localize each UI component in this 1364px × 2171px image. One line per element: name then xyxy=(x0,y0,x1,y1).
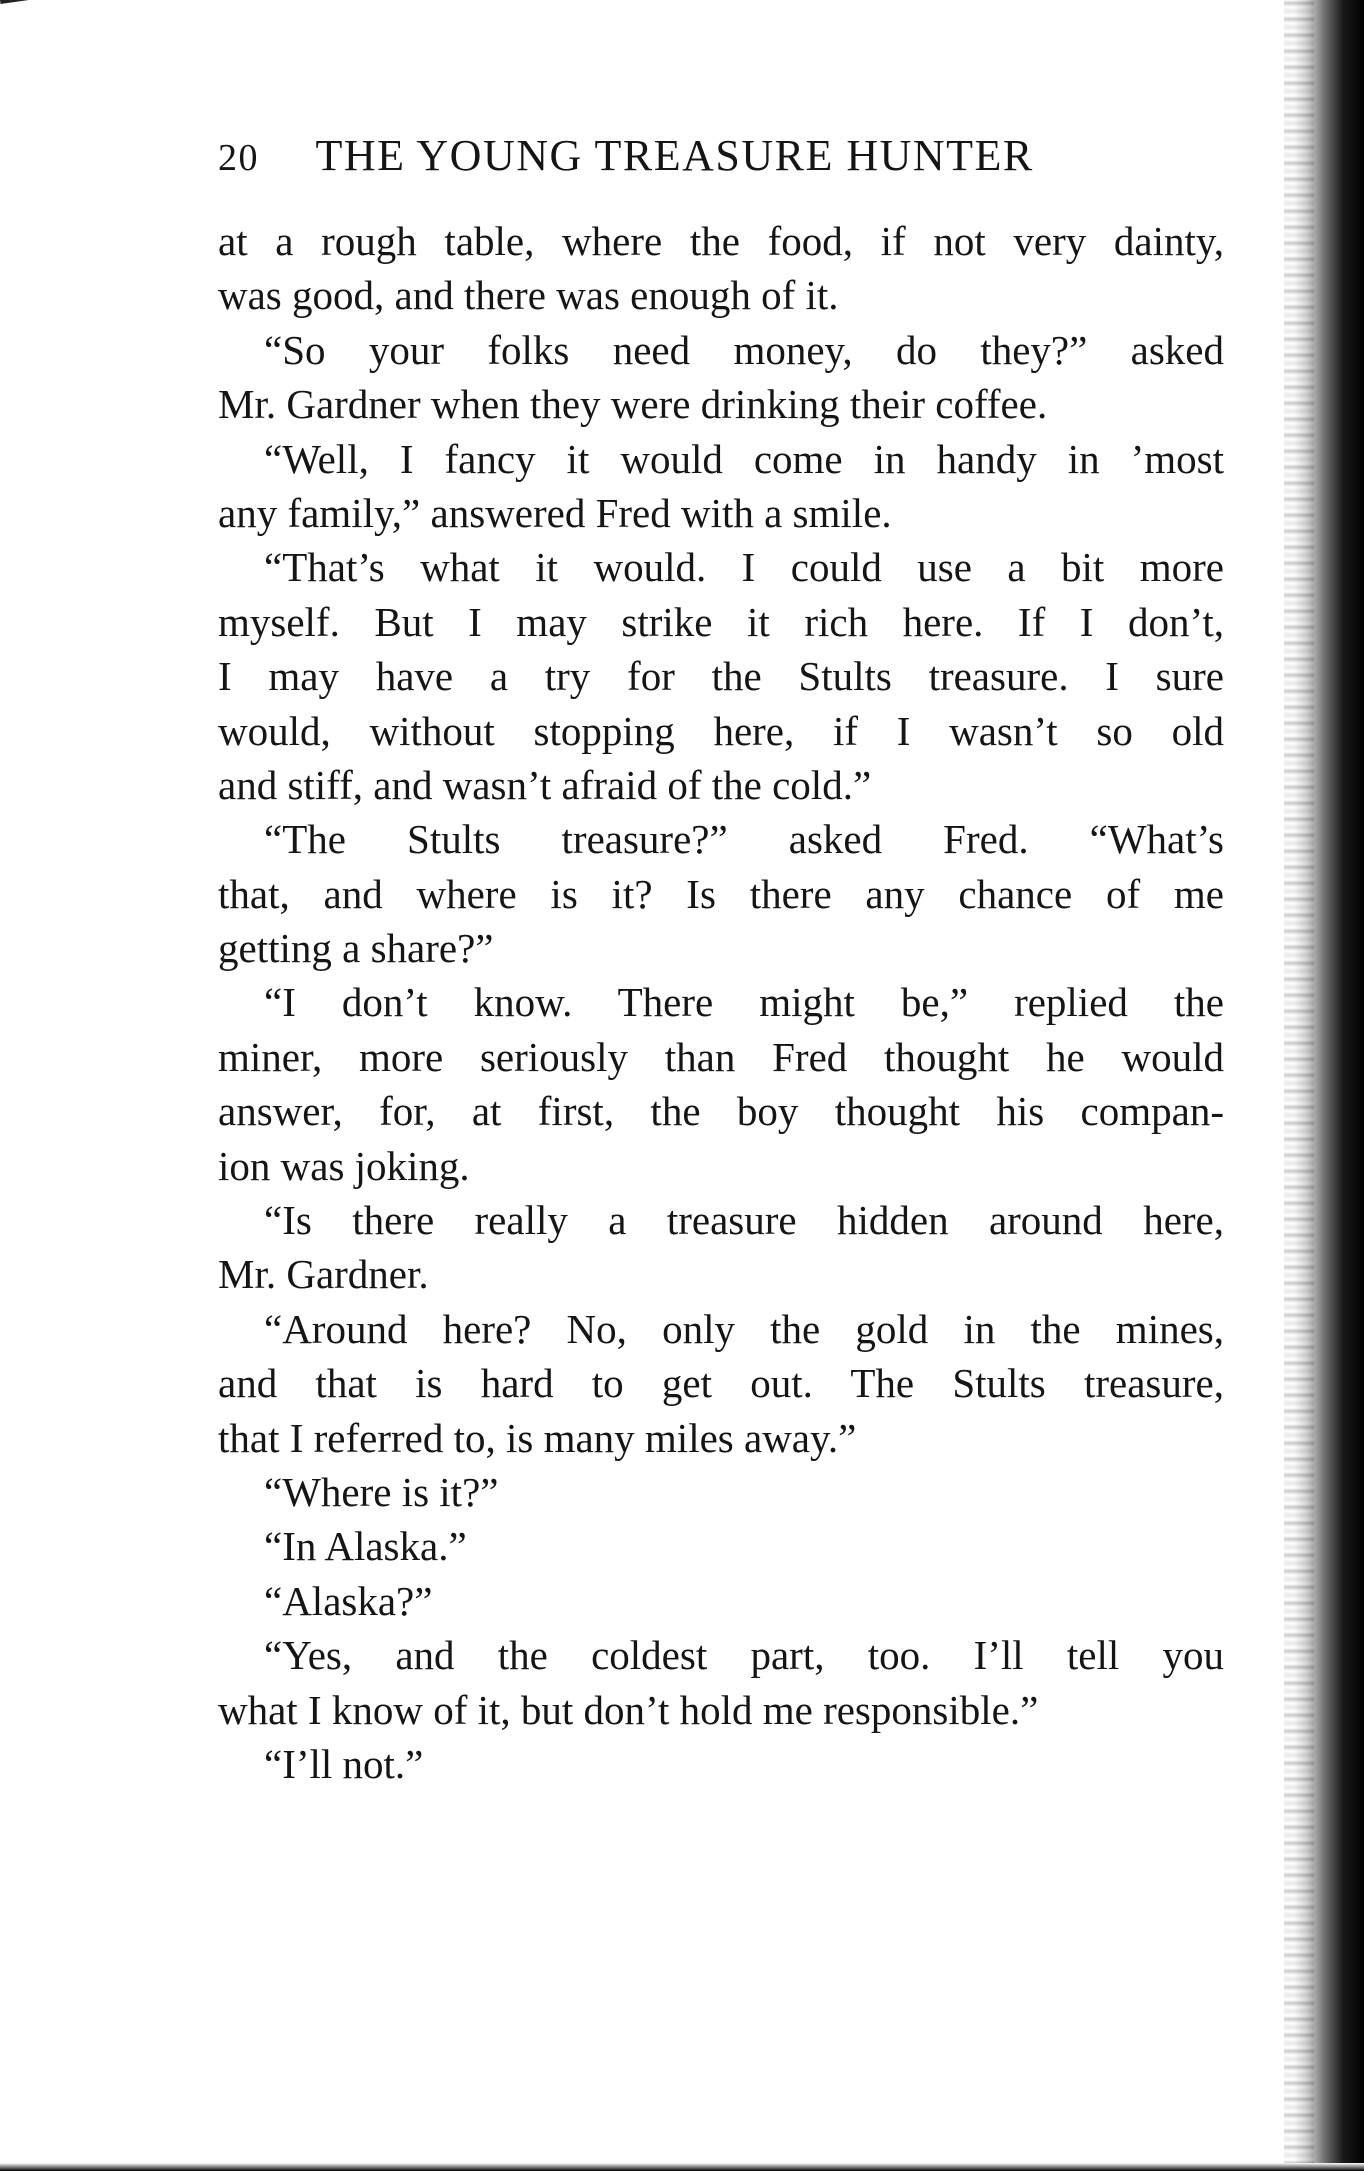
text-line: would, without stopping here, if I wasn’t so old xyxy=(218,707,1224,754)
text-line: ion was joking. xyxy=(218,1142,470,1189)
text-line: myself. But I may strike it rich here. If I don’t, xyxy=(218,598,1224,645)
page-bottom-edge xyxy=(0,2163,1364,2171)
text-line: “I don’t know. There might be,” replied the xyxy=(264,979,1224,1026)
scan-corner-mark xyxy=(0,0,62,22)
text-line: “The Stults treasure?” asked Fred. “What’s xyxy=(264,816,1224,863)
page-edge-speckle xyxy=(1284,0,1314,2171)
text-line: that I referred to, is many miles away.” xyxy=(218,1414,857,1461)
text-line: Mr. Gardner when they were drinking their coffee. xyxy=(218,381,1048,428)
text-line: “So your folks need money, do they?” asked xyxy=(264,326,1224,373)
text-line: miner, more seriously than Fred thought he would xyxy=(218,1033,1224,1080)
text-line: at a rough table, where the food, if not very dainty, xyxy=(218,218,1224,264)
text-line: “Alaska?” xyxy=(264,1577,433,1624)
text-line: what I know of it, but don’t hold me responsible.” xyxy=(218,1686,1039,1733)
text-line: “Around here? No, only the gold in the mines, xyxy=(264,1305,1224,1352)
text-line: Mr. Gardner. xyxy=(218,1251,429,1298)
text-line: “Yes, and the coldest part, too. I’ll tell you xyxy=(264,1632,1224,1679)
text-line: answer, for, at first, the boy thought his compan- xyxy=(218,1088,1224,1135)
page-number: 20 xyxy=(218,137,259,179)
running-title: THE YOUNG TREASURE HUNTER xyxy=(315,131,1034,180)
text-line: was good, and there was enough of it. xyxy=(218,272,839,319)
running-header xyxy=(218,130,1228,181)
text-line: and that is hard to get out. The Stults treasure, xyxy=(218,1360,1224,1407)
text-line: getting a share?” xyxy=(218,925,494,972)
text-line: “Well, I fancy it would come in handy in ’most xyxy=(264,435,1224,482)
body-text xyxy=(218,214,1224,1791)
text-line: that, and where is it? Is there any chance of me xyxy=(218,870,1224,917)
text-line: “In Alaska.” xyxy=(264,1523,467,1570)
text-line: any family,” answered Fred with a smile. xyxy=(218,489,892,536)
text-line: “Where is it?” xyxy=(264,1468,499,1515)
text-line: and stiff, and wasn’t afraid of the cold.” xyxy=(218,761,872,808)
text-line: “Is there really a treasure hidden around here, xyxy=(264,1197,1224,1244)
text-line: I may have a try for the Stults treasure. I sure xyxy=(218,653,1224,700)
text-line: “I’ll not.” xyxy=(264,1740,424,1787)
text-line: “That’s what it would. I could use a bit more xyxy=(264,544,1224,591)
